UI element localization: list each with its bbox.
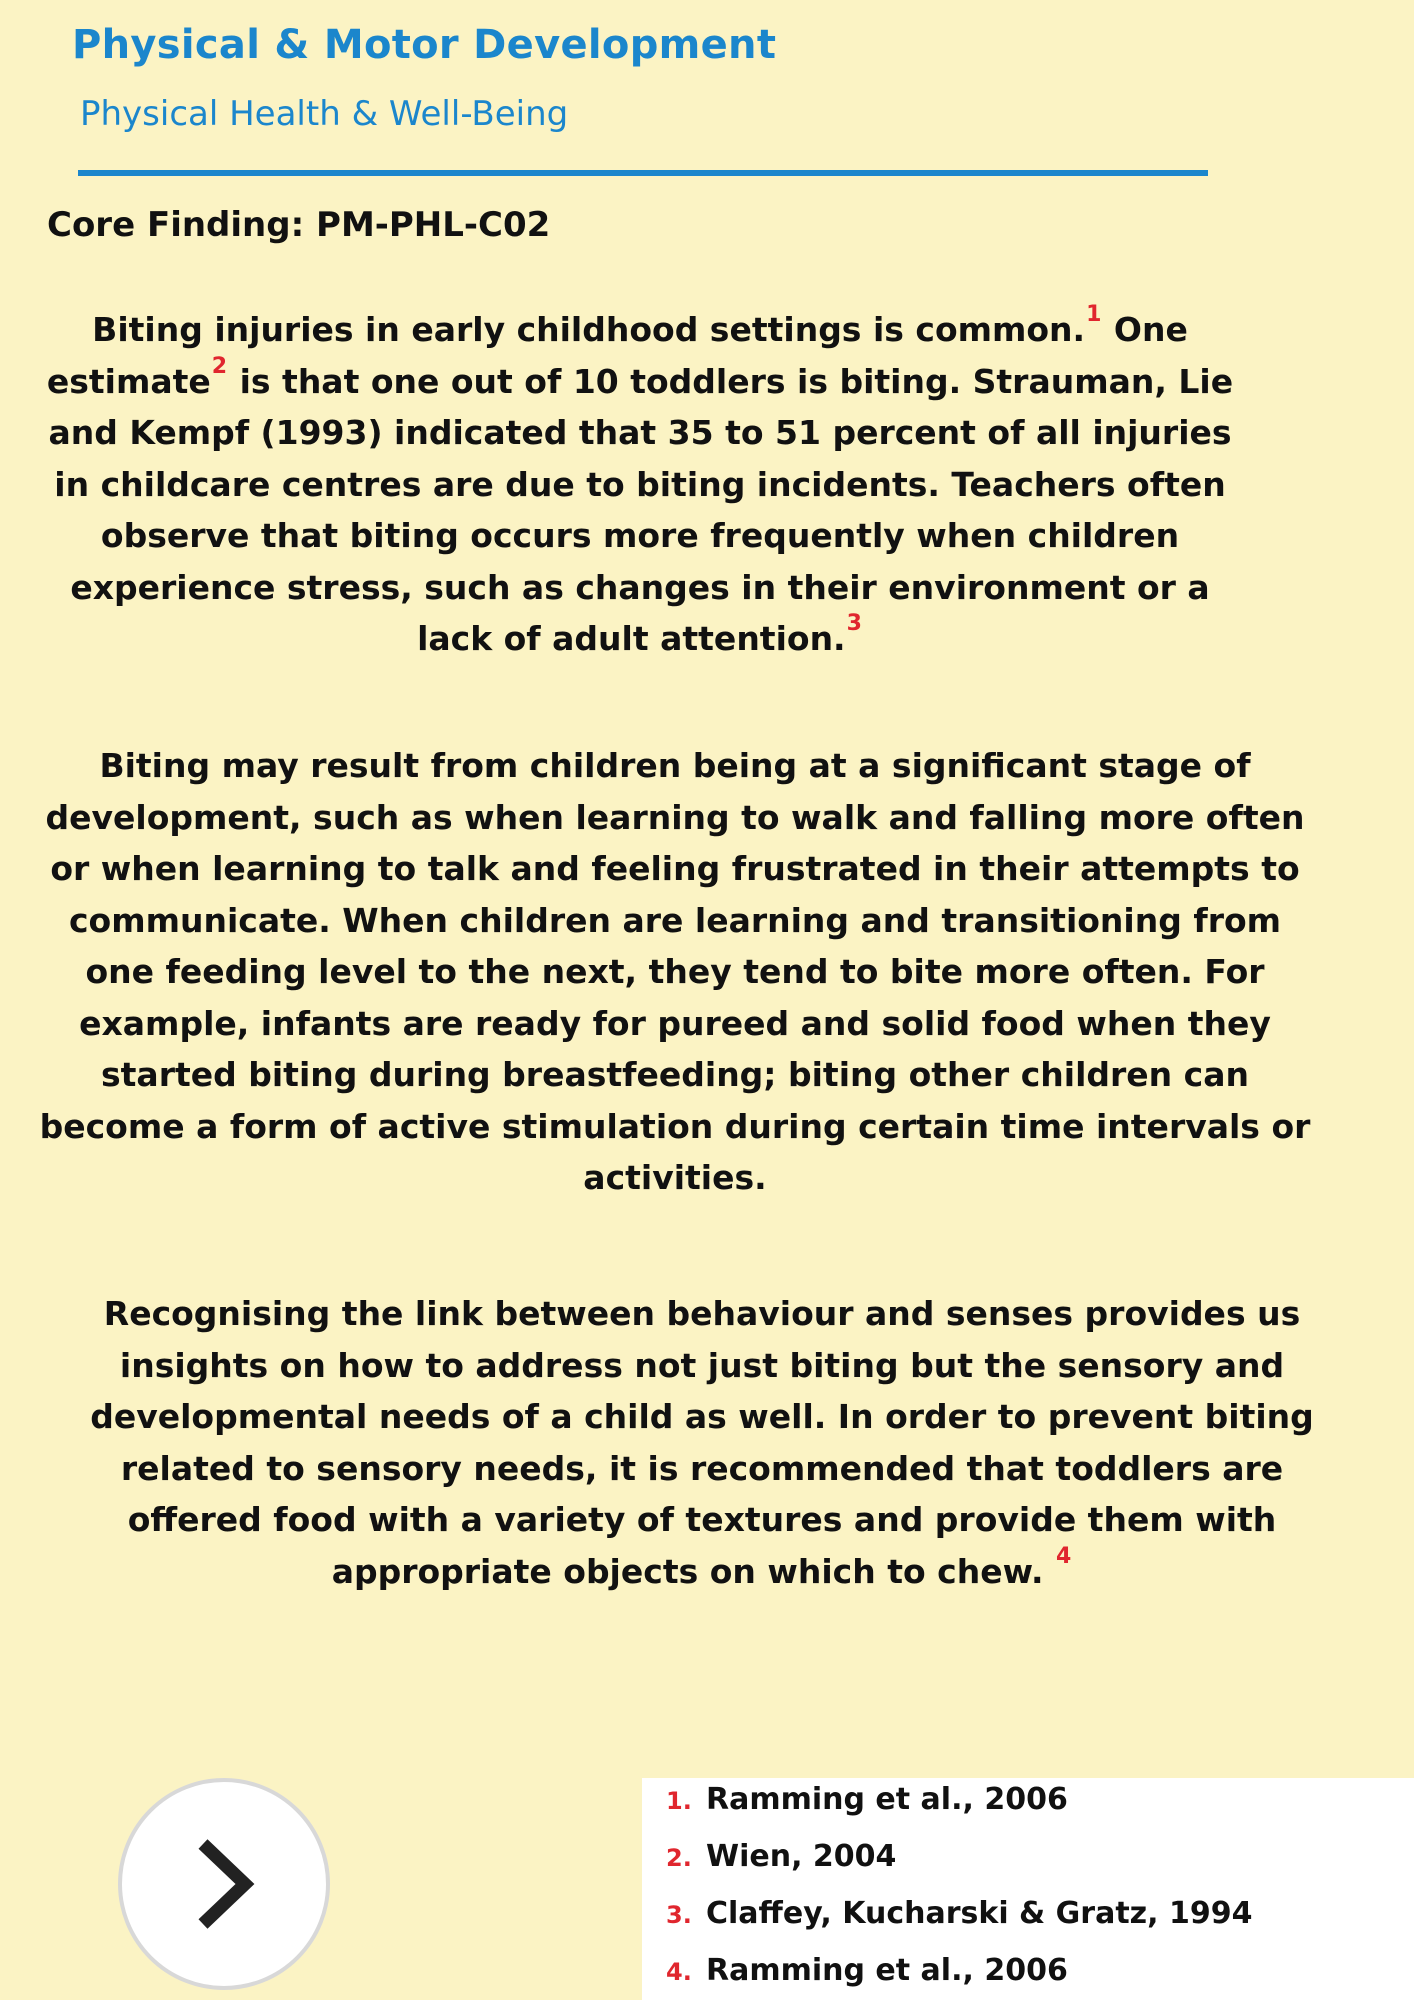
- reference-number: 2.: [666, 1844, 692, 1872]
- references-panel: [642, 1778, 1414, 2000]
- reference-item[interactable]: [666, 1896, 1252, 1931]
- paragraph-3: [52, 1288, 1352, 1597]
- paragraph-1-text: Biting injuries in early childhood settings is common.: [92, 310, 1086, 349]
- reference-marker-3[interactable]: 3: [846, 611, 862, 637]
- reference-text: Wien, 2004: [706, 1839, 897, 1874]
- paragraph-1-text: is that one out of 10 toddlers is biting. Strauman, Lie and Kempf (1993) indicated that 35 to 51 percent of all injuries in childcare centres are due to biting incidents. Teachers often observe that biting occurs more frequently when children experience stress, such as changes in their environment or a lack of adult attention.: [48, 361, 1234, 658]
- paragraph-1: [30, 304, 1250, 665]
- reference-marker-4[interactable]: 4: [1056, 1543, 1072, 1569]
- reference-number: 1.: [666, 1787, 692, 1815]
- next-page-button[interactable]: [118, 1778, 330, 1990]
- reference-text: Claffey, Kucharski & Gratz, 1994: [706, 1896, 1253, 1931]
- reference-text: Ramming et al., 2006: [706, 1782, 1068, 1817]
- paragraph-2: Biting may result from children being at a significant stage of development, such as when learning to walk and falling more often or when learning to talk and feeling frustrated in their attempts to communicate. When children are learning and transitioning from one feeding level to the next, they tend to bite more often. For example, infants are ready for pureed and solid food when they started biting during breastfeeding; biting other children can become a form of active stimulation during certain time intervals or activities.: [39, 746, 1311, 1197]
- page-subtitle: Physical Health & Well-Being: [80, 94, 569, 134]
- reference-number: 3.: [666, 1901, 692, 1929]
- core-finding-label: Core Finding: PM-PHL-C02: [47, 205, 551, 245]
- reference-item[interactable]: [666, 1953, 1068, 1988]
- reference-marker-2[interactable]: 2: [211, 353, 228, 379]
- header-divider: [78, 170, 1208, 176]
- reference-number: 4.: [666, 1958, 692, 1986]
- paragraph-3-text: Recognising the link between behaviour and senses provides us insights on how to address not just biting but the sensory and developmental needs of a child as well. In order to prevent biting related to sensory needs, it is recommended that toddlers are offered food with a variety of textures and provide them with appropriate objects on which to chew.: [90, 1294, 1314, 1591]
- reference-item[interactable]: [666, 1782, 1068, 1817]
- paragraph-1-text: One estimate: [46, 310, 1188, 401]
- chevron-right-icon: [189, 1834, 259, 1934]
- reference-text: Ramming et al., 2006: [706, 1953, 1068, 1988]
- page-title: Physical & Motor Development: [72, 22, 777, 68]
- reference-item[interactable]: [666, 1839, 896, 1874]
- reference-marker-1[interactable]: 1: [1086, 302, 1102, 328]
